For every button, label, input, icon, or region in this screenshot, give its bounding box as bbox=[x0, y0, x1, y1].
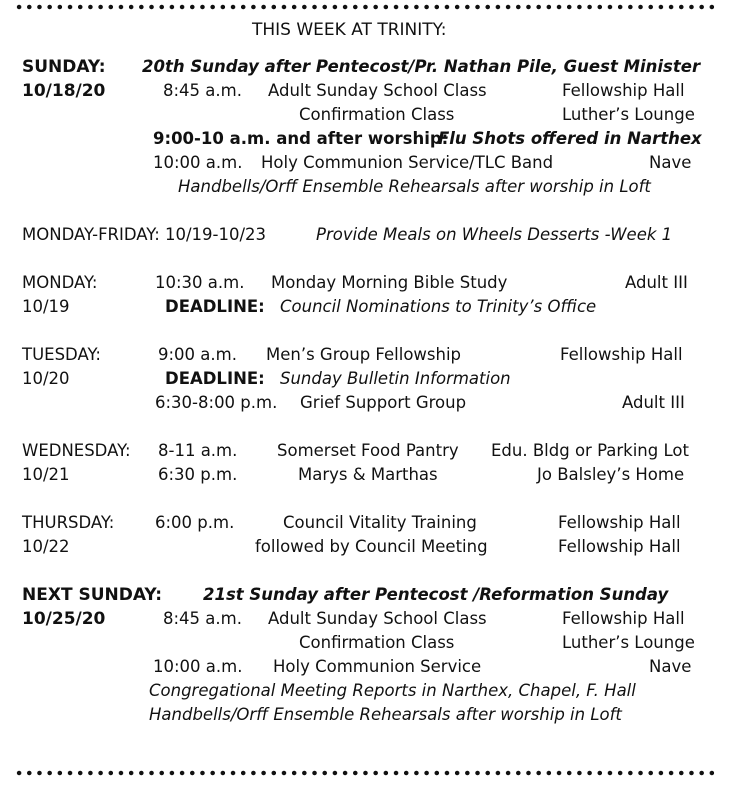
thursday-event-1: Council Vitality Training bbox=[283, 513, 477, 532]
sunday-event-2: Confirmation Class bbox=[299, 105, 455, 124]
sunday-note: Handbells/Orff Ensemble Rehearsals after worship in Loft bbox=[178, 177, 651, 196]
monday-deadline-text: Council Nominations to Trinity’s Office bbox=[280, 297, 597, 316]
tuesday-place-2: Adult III bbox=[622, 393, 685, 412]
sunday-date: 10/18/20 bbox=[22, 81, 106, 101]
wednesday-date: 10/21 bbox=[22, 465, 70, 484]
sunday-place-1: Fellowship Hall bbox=[562, 81, 685, 100]
tuesday-time-1: 9:00 a.m. bbox=[158, 345, 237, 364]
nextsunday-time-3: 10:00 a.m. bbox=[153, 657, 243, 676]
tuesday-time-2: 6:30-8:00 p.m. bbox=[155, 393, 278, 412]
monday-day: MONDAY: bbox=[22, 273, 98, 292]
sunday-place-3: Nave bbox=[649, 153, 692, 172]
nextsunday-day: NEXT SUNDAY: bbox=[22, 585, 163, 605]
tuesday-place-1: Fellowship Hall bbox=[560, 345, 683, 364]
monday-time-1: 10:30 a.m. bbox=[155, 273, 245, 292]
nextsunday-note-2: Handbells/Orff Ensemble Rehearsals after worship in Loft bbox=[149, 705, 622, 724]
bottom-dotted-border bbox=[14, 770, 717, 776]
sunday-event-3: Holy Communion Service/TLC Band bbox=[261, 153, 554, 172]
nextsunday-event-1: Adult Sunday School Class bbox=[268, 609, 487, 628]
tuesday-date: 10/20 bbox=[22, 369, 70, 388]
wednesday-place-1: Edu. Bldg or Parking Lot bbox=[491, 441, 689, 460]
wednesday-event-2: Marys & Marthas bbox=[298, 465, 438, 484]
wednesday-day: WEDNESDAY: bbox=[22, 441, 131, 460]
top-dotted-border bbox=[14, 4, 717, 10]
nextsunday-date: 10/25/20 bbox=[22, 609, 106, 629]
wednesday-time-1: 8-11 a.m. bbox=[158, 441, 238, 460]
monday-deadline-label: DEADLINE: bbox=[165, 297, 265, 316]
sunday-time-1: 8:45 a.m. bbox=[163, 81, 242, 100]
sunday-time-3: 10:00 a.m. bbox=[153, 153, 243, 172]
thursday-place-2: Fellowship Hall bbox=[558, 537, 681, 556]
tuesday-day: TUESDAY: bbox=[22, 345, 101, 364]
sunday-flu-text: Flu Shots offered in Narthex bbox=[438, 129, 702, 148]
nextsunday-theme: 21st Sunday after Pentecost /Reformation Sunday bbox=[203, 585, 669, 604]
page-title: THIS WEEK AT TRINITY: bbox=[252, 20, 447, 40]
sunday-day: SUNDAY: bbox=[22, 57, 106, 77]
nextsunday-place-3: Nave bbox=[649, 657, 692, 676]
sunday-flu-label: 9:00-10 a.m. and after worship: bbox=[153, 129, 449, 148]
sunday-theme: 20th Sunday after Pentecost/Pr. Nathan Pile, Guest Minister bbox=[142, 57, 701, 76]
nextsunday-place-1: Fellowship Hall bbox=[562, 609, 685, 628]
monday-place-1: Adult III bbox=[625, 273, 688, 292]
sunday-event-1: Adult Sunday School Class bbox=[268, 81, 487, 100]
wednesday-place-2: Jo Balsley’s Home bbox=[537, 465, 685, 484]
nextsunday-event-2: Confirmation Class bbox=[299, 633, 455, 652]
nextsunday-time-1: 8:45 a.m. bbox=[163, 609, 242, 628]
nextsunday-place-2: Luther’s Lounge bbox=[562, 633, 695, 652]
wednesday-event-1: Somerset Food Pantry bbox=[277, 441, 459, 460]
nextsunday-note-1: Congregational Meeting Reports in Narthex, Chapel, F. Hall bbox=[149, 681, 636, 700]
tuesday-event-2: Grief Support Group bbox=[300, 393, 467, 412]
thursday-event-2: followed by Council Meeting bbox=[255, 537, 488, 556]
tuesday-deadline-label: DEADLINE: bbox=[165, 369, 265, 388]
tuesday-event-1: Men’s Group Fellowship bbox=[266, 345, 462, 364]
monfri-text: Provide Meals on Wheels Desserts -Week 1 bbox=[316, 225, 673, 244]
thursday-place-1: Fellowship Hall bbox=[558, 513, 681, 532]
thursday-day: THURSDAY: bbox=[22, 513, 115, 532]
wednesday-time-2: 6:30 p.m. bbox=[158, 465, 238, 484]
monfri-label: MONDAY-FRIDAY: 10/19-10/23 bbox=[22, 225, 267, 244]
nextsunday-event-3: Holy Communion Service bbox=[273, 657, 482, 676]
sunday-place-2: Luther’s Lounge bbox=[562, 105, 695, 124]
thursday-date: 10/22 bbox=[22, 537, 70, 556]
monday-event-1: Monday Morning Bible Study bbox=[271, 273, 508, 292]
monday-date: 10/19 bbox=[22, 297, 70, 316]
tuesday-deadline-text: Sunday Bulletin Information bbox=[280, 369, 511, 388]
thursday-time-1: 6:00 p.m. bbox=[155, 513, 235, 532]
